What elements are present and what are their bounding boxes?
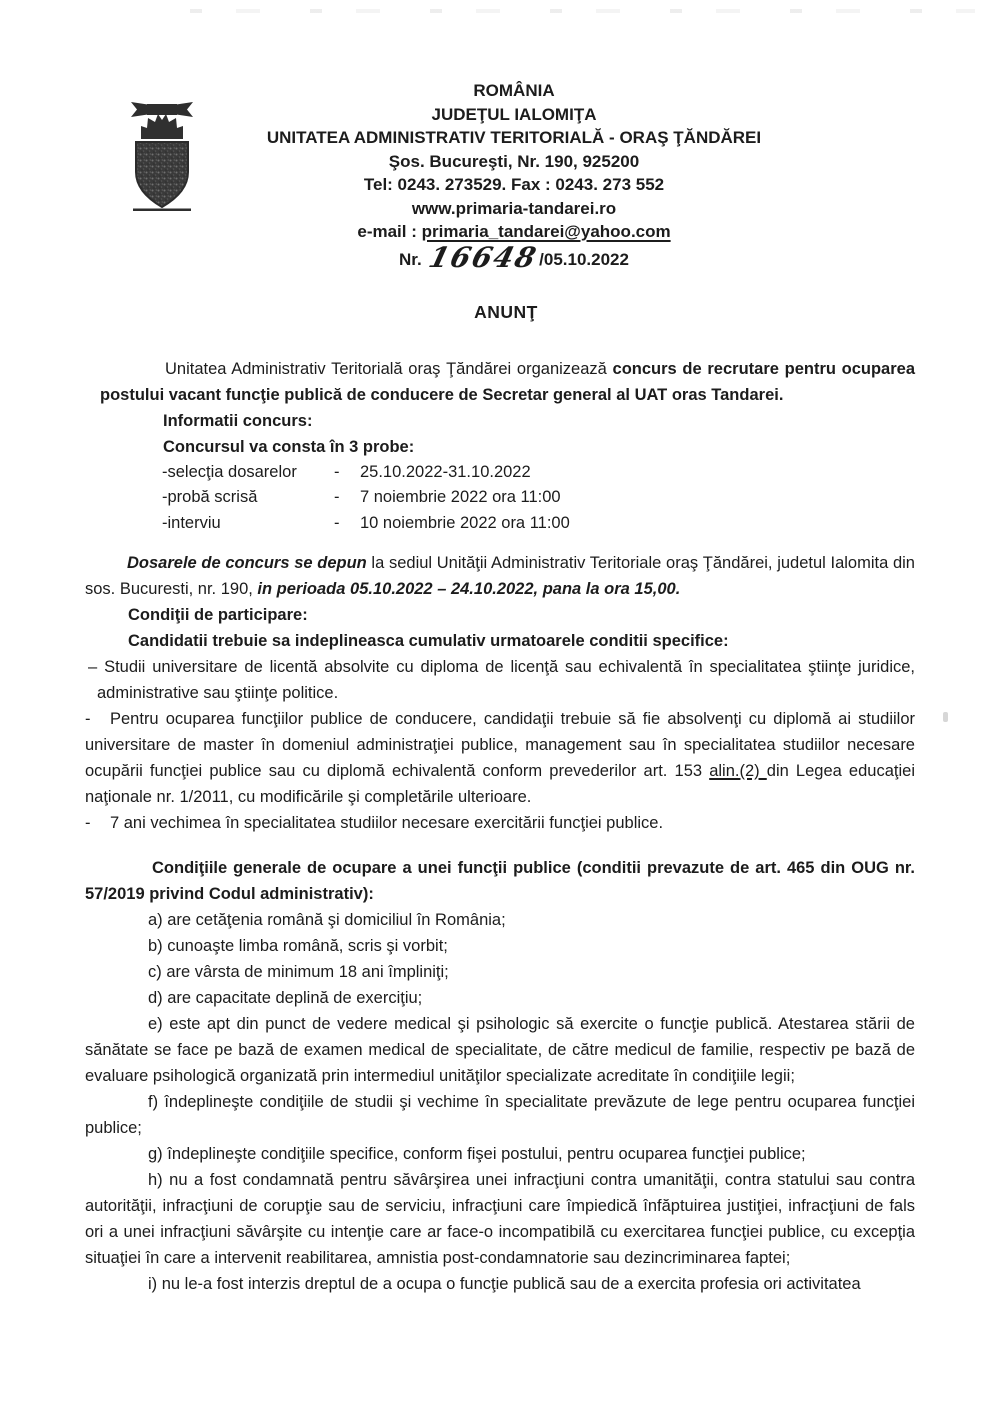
specific-condition-seniority [85, 810, 915, 836]
letterhead-email-line [28, 220, 1000, 244]
probe-dash: - [334, 513, 340, 532]
scan-artifact-dot [943, 712, 948, 722]
probes-heading: Concursul va consta în 3 probe: [163, 437, 415, 456]
scan-artifact-top [190, 9, 975, 13]
specific-condition-seniority-text: 7 ani vechimea în specialitatea studiilor necesare exercitării funcţiei publice. [110, 814, 664, 832]
info-heading: Informatii concurs: [163, 411, 313, 430]
letterhead-phone-fax: Tel: 0243. 273529. Fax : 0243. 273 552 [363, 175, 665, 194]
general-condition-b: b) cunoaşte limba română, scris şi vorbit; [148, 937, 448, 955]
probe-label: -probă scrisă [162, 488, 258, 506]
letterhead-address: Şos. Bucureşti, Nr. 190, 925200 [388, 151, 640, 171]
participation-subheading: Candidatii trebuie sa indeplineasca cumulativ urmatoarele conditii specifice: [128, 632, 729, 650]
probe-label: -interviu [162, 513, 221, 532]
probe-value: 25.10.2022-31.10.2022 [360, 462, 531, 481]
general-condition-i: i) nu le-a fost interzis dreptul de a ocupa o funcţie publică sau de a exercita profesia ori activitatea [148, 1275, 861, 1293]
participation-heading: Condiţii de participare: [128, 606, 308, 624]
specific-condition-studies: – Studii universitare de licentă absolvite cu diploma de licenţă sau echivalentă în specialitatea ştiinţe juridice, administrative sau ştiinţe politice. [88, 658, 915, 702]
document-title: ANUNŢ [474, 301, 538, 322]
probe-value: 10 noiembrie 2022 ora 11:00 [360, 513, 570, 532]
probes-table [162, 460, 915, 537]
probe-row-interview [162, 511, 915, 537]
general-conditions-heading: Condiţiile generale de ocupare a unei funcţii publice (conditii prevazute de art. 465 din OUG nr. 57/2019 privind Codul administrativ): [85, 859, 915, 903]
specific-condition-master-tail: din Legea educaţiei naţionale nr. 1/2011, cu modificările şi completările ulterioare. [85, 762, 915, 806]
probe-row-dossier-selection [162, 460, 915, 486]
intro-paragraph [100, 356, 915, 408]
letterhead-county: JUDEŢUL IALOMIŢA [431, 104, 597, 124]
probe-dash: - [334, 488, 340, 506]
specific-condition-master-text: Pentru ocuparea funcţiilor publice de conducere, candidaţii trebuie să fie absolvenţi cu diplomă ai studiilor universitare de master în domeniul administraţiei publice, management sau în specialitatea studiilor necesare ocupării funcţiei publice sau cu diplomă echivalentă conform prevederilor art. 153 [85, 710, 915, 780]
probe-label: -selecţia dosarelor [162, 462, 297, 481]
email-label: e-mail : [357, 222, 422, 241]
probe-row-written-test [162, 485, 915, 511]
dossier-lead: Dosarele de concurs se depun [127, 554, 367, 572]
probe-value: 7 noiembrie 2022 ora 11:00 [360, 488, 561, 506]
general-condition-f: f) îndeplineşte condiţiile de studii şi vechime în specialitate prevăzute de lege pentru ocuparea funcţiei publice; [85, 1093, 915, 1137]
letterhead-country: ROMÂNIA [473, 81, 555, 100]
coat-of-arms-icon [127, 99, 197, 211]
list-dash: - [85, 814, 91, 832]
general-condition-e: e) este apt din punct de vedere medical şi psihologic să exercite o funcţie publică. Atestarea stării de sănătate se face pe bază de examen medical de specialitate, de către medicul de familie, respectiv pe bază de evaluare psihologică organizată prin intermediul unităţilor specializate acreditate în condiţiile legii; [85, 1015, 915, 1085]
specific-condition-master [85, 706, 915, 810]
registration-number-handwritten: 16648 [425, 240, 541, 274]
list-dash: - [85, 710, 91, 728]
general-condition-a: a) are cetăţenia română şi domiciliul în România; [148, 911, 506, 929]
registration-line [28, 240, 1000, 278]
dossier-paragraph [85, 550, 915, 602]
dossier-middle: la sediul Unităţii Administrativ Teritoriale oraş Ţăndărei, judetul Ialomita din sos. Bucuresti, nr. 190, [85, 554, 915, 598]
intro-text-bold: concurs de recrutare pentru ocuparea postului vacant funcţie publică de conducere de Secretar general al UAT oras Tandarei. [100, 359, 916, 404]
general-condition-h: h) nu a fost condamnată pentru săvârşirea unei infracţiuni contra umanităţii, contra statului sau contra autorităţii, infracţiuni de corupţie sau de serviciu, infracţiuni care împiedică înfăptuirea justiţiei, infracţiuni de fals ori a unei infracţiuni săvârşite cu intenţie care ar face-o incompatibilă cu exercitarea funcţiei publice, cu excepţia situaţiei în care a intervenit reabilitarea, amnistia post-condamnatorie sau dezincriminarea faptei; [85, 1171, 915, 1267]
registration-date: /05.10.2022 [539, 249, 629, 269]
email-address: primaria_tandarei@yahoo.com [421, 222, 671, 241]
specific-condition-underlined-ref: alin.(2) [709, 762, 767, 780]
registration-label: Nr. [399, 249, 422, 269]
general-condition-g: g) îndeplineşte condiţiile specifice, conform fişei postului, pentru ocuparea funcţiei publice; [148, 1145, 806, 1163]
document-body [85, 356, 915, 1298]
general-condition-c: c) are vârsta de minimum 18 ani împliniţi; [148, 963, 449, 981]
letterhead-website: www.primaria-tandarei.ro [411, 198, 617, 218]
dossier-period: in perioada 05.10.2022 – 24.10.2022, pana la ora 15,00. [257, 580, 681, 598]
general-condition-d: d) are capacitate deplină de exerciţiu; [148, 989, 423, 1007]
probe-dash: - [334, 462, 340, 481]
intro-text-normal: Unitatea Administrativ Teritorială oraş Ţăndărei organizează [165, 359, 613, 378]
letterhead-institution: UNITATEA ADMINISTRATIV TERITORIALĂ - ORAŞ ŢĂNDĂREI [266, 128, 762, 147]
